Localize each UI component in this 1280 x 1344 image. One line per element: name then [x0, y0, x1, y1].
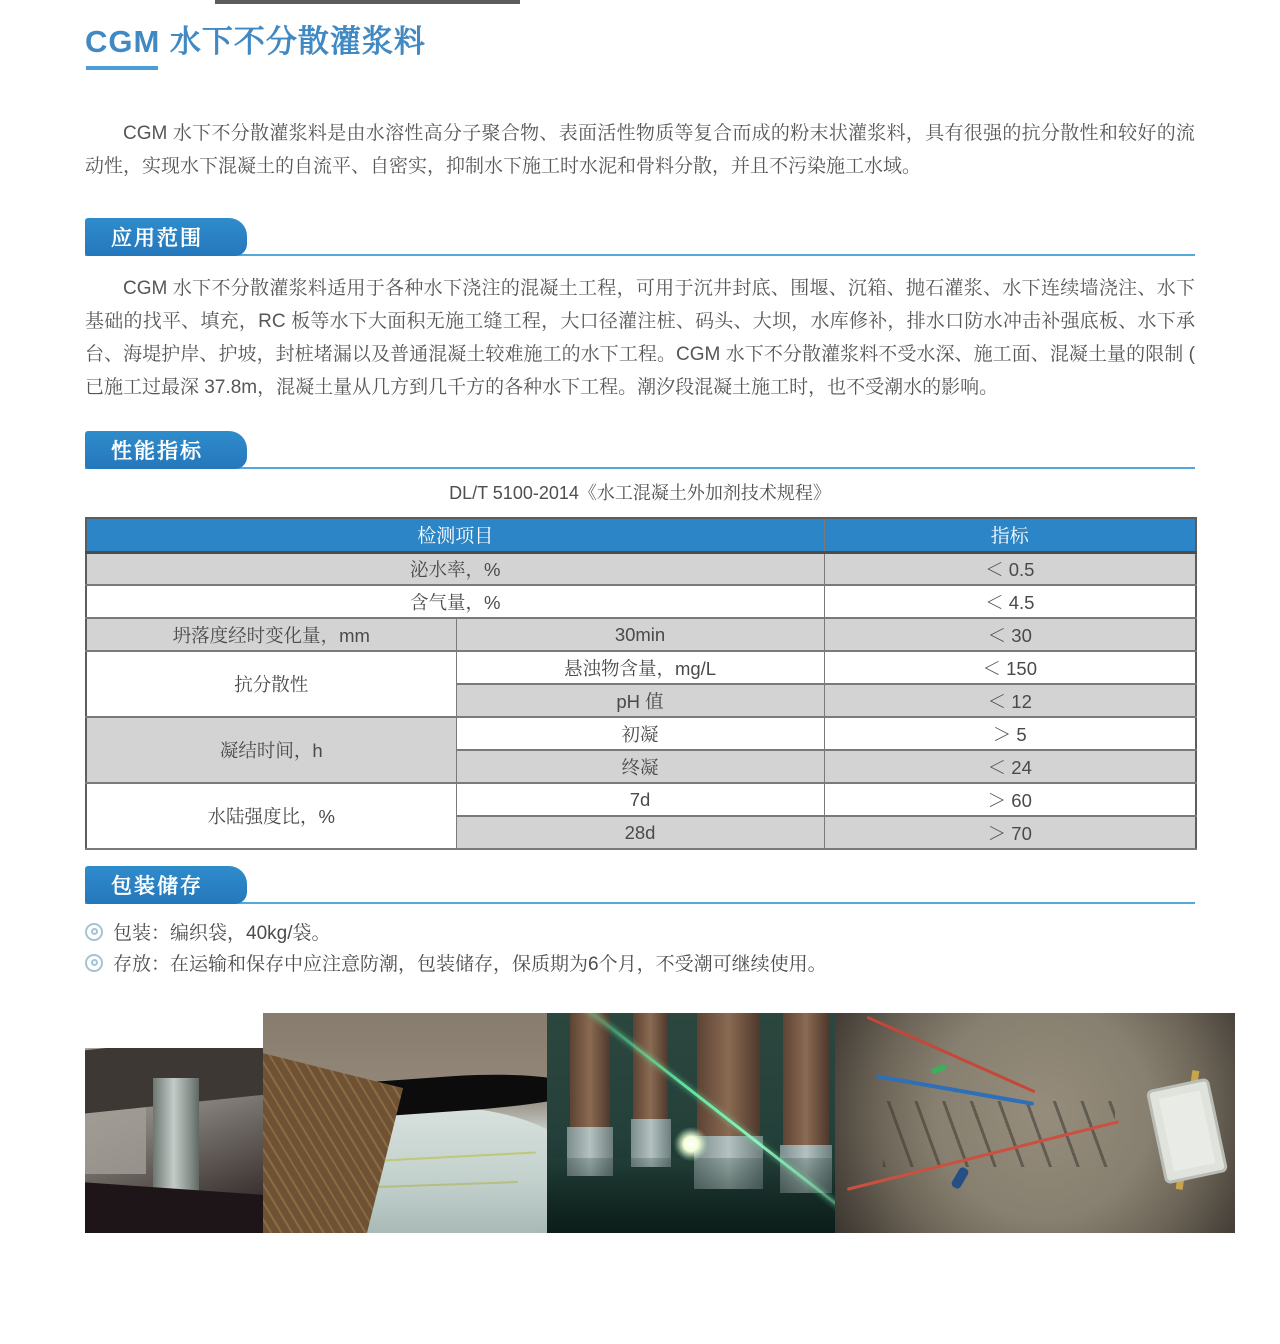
list-item: [85, 949, 1225, 976]
photo-cofferdam-mud-pit: [835, 1013, 1235, 1233]
list-item: [85, 918, 1225, 945]
table-row: [86, 651, 1196, 684]
section-rule: [85, 902, 1195, 904]
performance-table: [85, 517, 1197, 850]
cell-group: 抗分散性: [86, 651, 456, 717]
cell-value: ＜ 0.5: [824, 552, 1196, 585]
cell-value: ＜ 30: [824, 618, 1196, 651]
photo-pile-under-concrete-cap: [85, 1048, 263, 1233]
section-heading-packaging: 包装储存: [111, 875, 203, 898]
dark-foreground: [85, 1182, 263, 1233]
cell-sub: 7d: [456, 783, 824, 816]
water-area: [85, 1104, 146, 1174]
section-heading-application: 应用范围: [111, 227, 203, 250]
cell-sub: 30min: [456, 618, 824, 651]
table-row: [86, 783, 1196, 816]
section-rule: [85, 467, 1195, 469]
section-rule: [85, 254, 1195, 256]
cell-item: 含气量，%: [86, 585, 824, 618]
bridge-pier: [697, 1013, 760, 1149]
white-panel: [1146, 1078, 1229, 1185]
photo-pile-jacket-closeup: [263, 1013, 547, 1233]
section-badge-application: [85, 218, 247, 256]
cell-value: ＜ 24: [824, 750, 1196, 783]
page-title: CGM 水下不分散灌浆料: [85, 24, 426, 59]
cell-item: 泌水率，%: [86, 552, 824, 585]
section-badge-performance: [85, 431, 247, 469]
ring-bullet-icon: [85, 923, 103, 941]
red-cable: [866, 1015, 1035, 1093]
intro-paragraph: CGM 水下不分散灌浆料是由水溶性高分子聚合物、表面活性物质等复合而成的粉末状灌浆料，具有很强的抗分散性和较好的流动性，实现水下混凝土的自流平、自密实，抑制水下施工时水泥和骨料分散，并且不污染施工水域。: [85, 123, 1195, 177]
section-badge-packaging: [85, 866, 247, 904]
application-paragraph: CGM 水下不分散灌浆料适用于各种水下浇注的混凝土工程，可用于沉井封底、围堰、沉箱、抛石灌浆、水下连续墙浇注、水下基础的找平、填充，RC 板等水下大面积无施工缝工程，大口径灌注桩、码头、大坝，水库修补，排水口防水冲击补强底板、水下承台、海堤护岸、护坡，封桩堵漏以及普通混凝土较难施工的水下工程。CGM 水下不分散灌浆料不受水深、施工面、混凝土量的限制 ( 已施工过最深 37.8m，混凝土量从几方到几千方的各种水下工程。潮汐段混凝土施工时，也不受潮水的影响。: [85, 278, 1195, 398]
cell-sub: 初凝: [456, 717, 824, 750]
cell-value: ＜ 150: [824, 651, 1196, 684]
cell-sub: pH 值: [456, 684, 824, 717]
cell-value: ＜ 4.5: [824, 585, 1196, 618]
cell-sub: 悬浊物含量，mg/L: [456, 651, 824, 684]
bridge-pier: [783, 1013, 829, 1158]
table-header-row: [86, 518, 1196, 552]
bridge-pier: [570, 1013, 610, 1141]
cell-value: ＞ 5: [824, 717, 1196, 750]
table-row: [86, 618, 1196, 651]
cell-sub: 28d: [456, 816, 824, 849]
header-cell-index: 指标: [824, 518, 1196, 552]
table-row: [86, 717, 1196, 750]
standard-reference: DL/T 5100-2014《水工混凝土外加剂技术规程》: [449, 483, 831, 503]
cell-value: ＞ 70: [824, 816, 1196, 849]
cell-value: ＜ 12: [824, 684, 1196, 717]
ring-bullet-icon: [85, 954, 103, 972]
cell-value: ＞ 60: [824, 783, 1196, 816]
cell-group: 凝结时间，h: [86, 717, 456, 783]
title-underline: [86, 66, 158, 70]
cell-group: 水陆强度比，%: [86, 783, 456, 849]
photo-night-underwater-piers: [547, 1013, 835, 1233]
header-cell-item: 检测项目: [86, 518, 824, 552]
cell-item: 坍落度经时变化量，mm: [86, 618, 456, 651]
section-heading-performance: 性能指标: [111, 440, 203, 463]
mud-cracks: [883, 1101, 1115, 1167]
cell-sub: 终凝: [456, 750, 824, 783]
storage-item-text: 存放：在运输和保存中应注意防潮，包装储存，保质期为6个月，不受潮可继续使用。: [113, 954, 827, 975]
green-fitting: [930, 1063, 947, 1074]
table-row: [86, 552, 1196, 585]
scan-edge-artifact: [215, 0, 520, 4]
table-row: [86, 585, 1196, 618]
packaging-item-text: 包装：编织袋，40kg/袋。: [113, 923, 331, 944]
blue-pump: [950, 1166, 970, 1190]
work-light: [674, 1127, 708, 1161]
